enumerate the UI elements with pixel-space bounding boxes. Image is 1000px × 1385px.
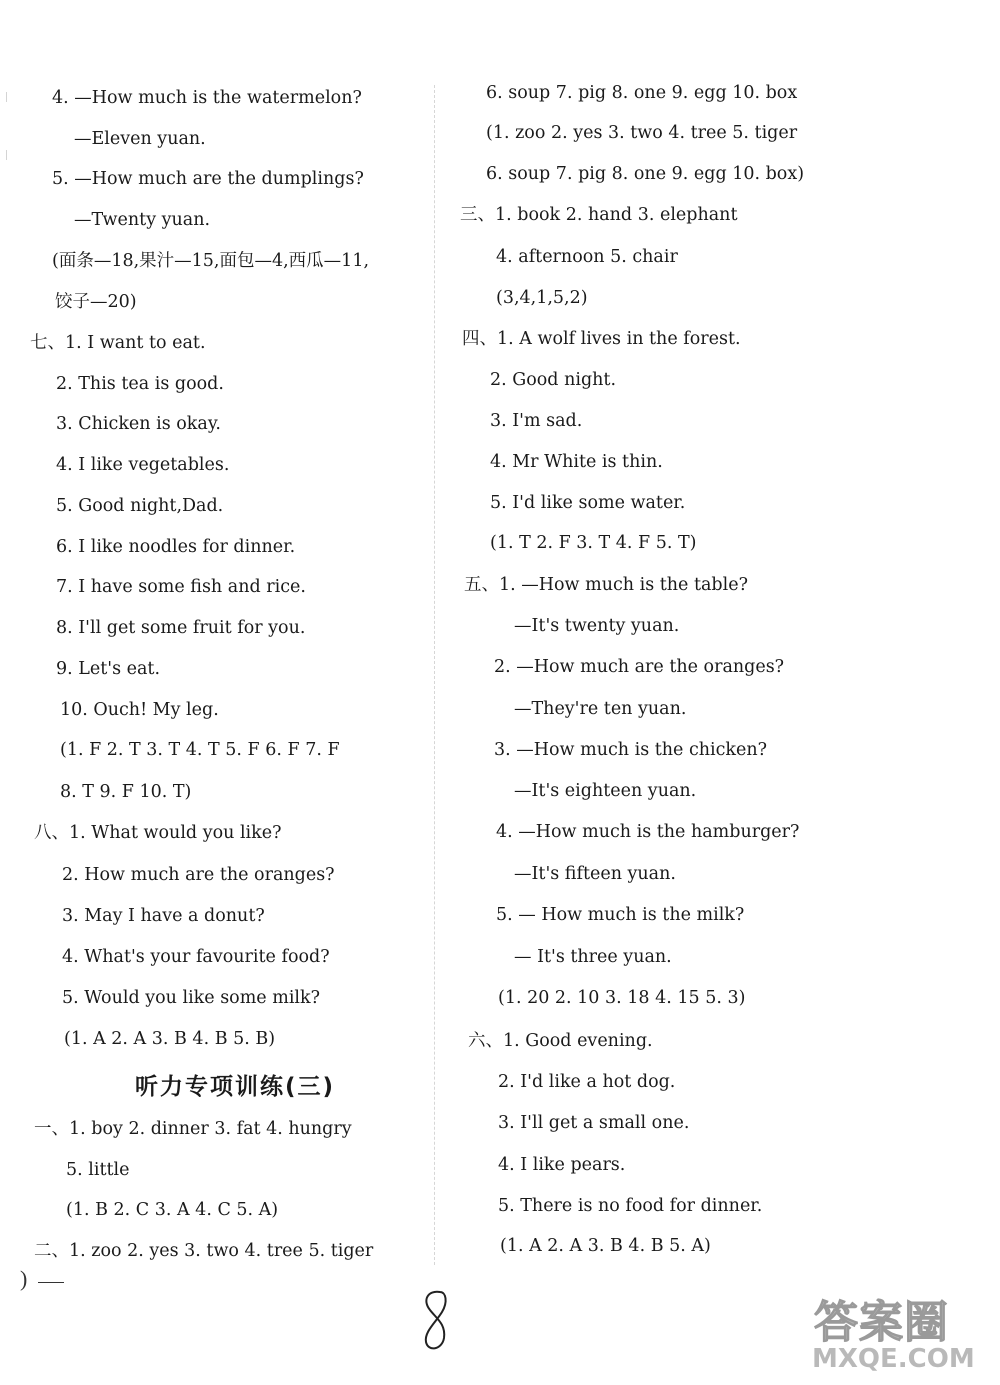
answer-line: 5. Good night,Dad.: [56, 496, 224, 516]
answer-line: 4. I like pears.: [498, 1155, 626, 1175]
answer-line: 3. I'll get a small one.: [498, 1113, 690, 1133]
answer-line: 8. T 9. F 10. T): [60, 782, 192, 802]
answer-line: 三、1. book 2. hand 3. elephant: [460, 205, 738, 225]
answer-line: 四、1. A wolf lives in the forest.: [462, 329, 741, 349]
answer-line: (1. A 2. A 3. B 4. B 5. B): [64, 1029, 276, 1049]
answer-line: 4. I like vegetables.: [56, 455, 230, 475]
answer-line: (1. T 2. F 3. T 4. F 5. T): [490, 533, 697, 553]
answer-line: 3. Chicken is okay.: [56, 414, 221, 434]
answer-line: 4. —How much is the watermelon?: [52, 88, 362, 108]
binding-mark: [6, 92, 7, 102]
answer-line: 七、1. I want to eat.: [30, 333, 206, 353]
answer-line: —Twenty yuan.: [74, 210, 211, 230]
answer-line: 3. —How much is the chicken?: [494, 740, 768, 760]
answer-line: (3,4,1,5,2): [496, 288, 588, 308]
answer-line: (1. zoo 2. yes 3. two 4. tree 5. tiger: [486, 123, 798, 143]
answer-line: 3. I'm sad.: [490, 411, 583, 431]
answer-line: 6. soup 7. pig 8. one 9. egg 10. box): [486, 164, 805, 184]
answer-line: —Eleven yuan.: [74, 129, 206, 149]
answer-line: (面条—18,果汁—15,面包—4,西瓜—11,: [52, 251, 370, 271]
watermark-text: 答案圈: [814, 1297, 949, 1348]
answer-line: 4. What's your favourite food?: [62, 947, 330, 967]
answer-line: —It's eighteen yuan.: [514, 781, 697, 801]
page-number-fragment: ): [20, 1266, 28, 1291]
answer-line: 5. There is no food for dinner.: [498, 1196, 763, 1216]
handwritten-page-number: [416, 1288, 456, 1356]
answer-line: 3. May I have a donut?: [62, 906, 265, 926]
watermark-url: MXQE.COM: [812, 1344, 975, 1374]
answer-line: —It's twenty yuan.: [514, 616, 680, 636]
binding-mark: [6, 150, 7, 160]
answer-line: 五、1. —How much is the table?: [464, 575, 748, 595]
answer-line: (1. F 2. T 3. T 4. T 5. F 6. F 7. F: [60, 740, 340, 760]
answer-line: 8. I'll get some fruit for you.: [56, 618, 306, 638]
answer-line: 饺子—20): [55, 292, 137, 312]
answer-line: 10. Ouch! My leg.: [60, 700, 219, 720]
answer-line: — It's three yuan.: [514, 947, 672, 967]
answer-line: 7. I have some fish and rice.: [56, 577, 306, 597]
answer-line: 4. afternoon 5. chair: [496, 247, 678, 267]
answer-line: (1. 20 2. 10 3. 18 4. 15 5. 3): [498, 988, 746, 1008]
answer-line: 二、1. zoo 2. yes 3. two 4. tree 5. tiger: [34, 1241, 374, 1261]
answer-line: 5. little: [66, 1160, 130, 1180]
answer-line: 2. How much are the oranges?: [62, 865, 335, 885]
answer-line: 9. Let's eat.: [56, 659, 161, 679]
answer-line: 5. — How much is the milk?: [496, 905, 745, 925]
answer-line: 5. Would you like some milk?: [62, 988, 321, 1008]
answer-line: 2. This tea is good.: [56, 374, 224, 394]
answer-line: 6. I like noodles for dinner.: [56, 537, 296, 557]
column-divider: [434, 85, 435, 1265]
answer-line: 5. —How much are the dumplings?: [52, 169, 364, 189]
section-heading: 听力专项训练(三): [134, 1074, 336, 1100]
answer-line: 八、1. What would you like?: [34, 823, 282, 843]
answer-line: 5. I'd like some water.: [490, 493, 686, 513]
answer-line: —It's fifteen yuan.: [514, 864, 676, 884]
answer-line: 2. —How much are the oranges?: [494, 657, 785, 677]
answer-line: 2. Good night.: [490, 370, 617, 390]
answer-line: 6. soup 7. pig 8. one 9. egg 10. box: [486, 83, 798, 103]
answer-line: 4. —How much is the hamburger?: [496, 822, 800, 842]
answer-line: 4. Mr White is thin.: [490, 452, 663, 472]
answer-line: —They're ten yuan.: [514, 699, 687, 719]
answer-line: 一、1. boy 2. dinner 3. fat 4. hungry: [34, 1119, 352, 1139]
answer-line: 2. I'd like a hot dog.: [498, 1072, 676, 1092]
answer-line: (1. A 2. A 3. B 4. B 5. A): [500, 1236, 711, 1256]
answer-line: (1. B 2. C 3. A 4. C 5. A): [66, 1200, 279, 1220]
page-number-rule: [38, 1282, 64, 1283]
answer-line: 六、1. Good evening.: [468, 1031, 653, 1051]
watermark-logo: [808, 1286, 988, 1378]
